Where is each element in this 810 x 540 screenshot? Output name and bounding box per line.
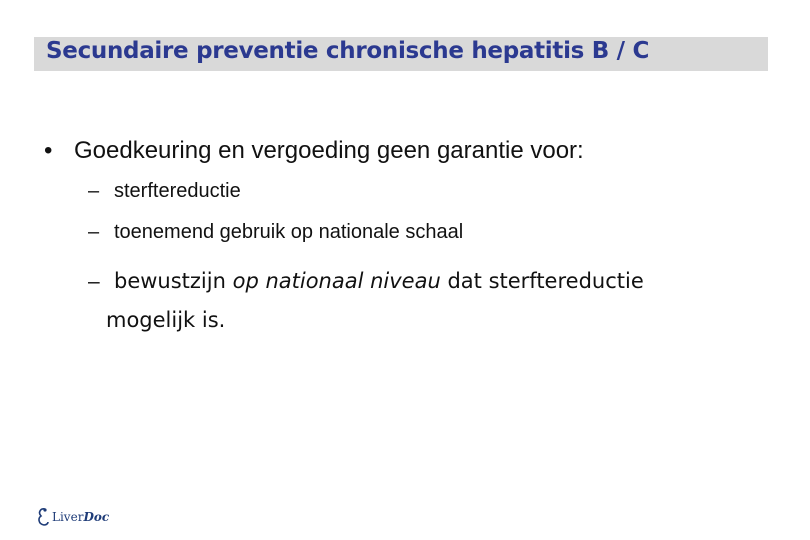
dash-marker: – xyxy=(88,270,100,293)
main-bullet xyxy=(44,137,584,165)
bullet-text: Goedkeuring en vergoeding geen garantie voor: xyxy=(74,137,584,164)
liverdoc-logo xyxy=(36,504,109,530)
dash-marker: – xyxy=(88,180,100,202)
sub-item-text: sterftereductie xyxy=(114,180,241,202)
last-item-line2: mogelijk is. xyxy=(106,308,226,332)
logo-text: LiverDoc xyxy=(52,510,110,524)
sub-item xyxy=(88,180,241,203)
sub-item-text: toenemend gebruik op nationale schaal xyxy=(114,221,464,243)
slide-title: Secundaire preventie chronische hepatitis B / C xyxy=(46,38,650,64)
bullet-marker: • xyxy=(44,137,53,164)
sub-item-last xyxy=(88,262,788,339)
last-item-italic: op nationaal niveau xyxy=(232,269,441,293)
sub-item xyxy=(88,221,463,244)
dash-marker: – xyxy=(88,221,100,243)
logo-mark-icon xyxy=(36,506,50,528)
last-item-pre: bewustzijn xyxy=(114,269,233,293)
last-item-post: dat sterftereductie xyxy=(440,269,644,293)
